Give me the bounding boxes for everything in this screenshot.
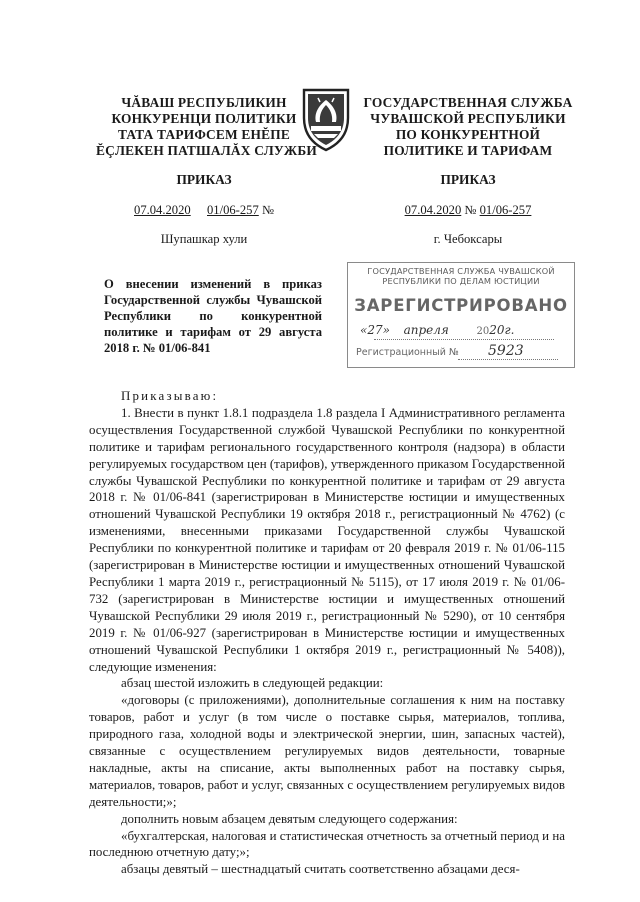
left-city: Шупашкар хули xyxy=(160,232,248,246)
right-order-label: ПРИКАЗ xyxy=(440,172,496,187)
stamp-reg-line xyxy=(458,359,558,360)
stamp-date-month: апреля xyxy=(403,323,449,337)
stamp-reg-label: Регистрационный № xyxy=(356,347,459,358)
right-header xyxy=(356,95,580,159)
right-number: 01/06-257 xyxy=(479,203,532,217)
document-subject: О внесении изменений в приказ Государственной службы Чувашской Республики по конкурентной политике и тарифам от 29 августа 2018 г. № 01/06-841 xyxy=(104,277,322,355)
right-header-line: ПО КОНКУРЕНТНОЙ xyxy=(395,127,541,142)
body-paragraph: абзац шестой изложить в следующей редакции: xyxy=(121,676,384,691)
stamp-date: «27» апреля 2020г. xyxy=(360,323,515,337)
left-number: 01/06-257 xyxy=(207,203,259,217)
stamp-year-suffix: 20 xyxy=(489,323,505,337)
stamp-date-line xyxy=(374,339,554,340)
left-date: 07.04.2020 xyxy=(134,203,191,217)
body-paragraph: «бухгалтерская, налоговая и статистическая отчетность за отчетный период и на последнюю отчетную дату;»; xyxy=(89,828,565,860)
right-header-line: ПОЛИТИКЕ И ТАРИФАМ xyxy=(383,143,553,158)
left-order-label: ПРИКАЗ xyxy=(176,172,232,187)
right-date: 07.04.2020 xyxy=(404,203,462,217)
stamp-line: РЕСПУБЛИКИ ПО ДЕЛАМ ЮСТИЦИИ xyxy=(382,276,540,286)
right-date-number xyxy=(356,203,580,218)
left-no-sign: № xyxy=(261,203,274,217)
document-body xyxy=(89,388,565,878)
stamp-reg-number: 5923 xyxy=(488,343,524,359)
body-opening: Приказываю: xyxy=(121,389,219,403)
left-date-number xyxy=(96,203,312,218)
left-header-line: КОНКУРЕНЦИ ПОЛИТИКИ xyxy=(111,111,297,126)
body-paragraph: дополнить новым абзацем девятым следующего содержания: xyxy=(121,811,458,826)
stamp-registered: ЗАРЕГИСТРИРОВАНО xyxy=(354,296,568,315)
left-header-line: ĔÇЛЕКЕН ПАТШАЛĂХ СЛУЖБИ xyxy=(96,143,318,158)
stamp-year-prefix: 20 xyxy=(476,326,490,337)
body-paragraph: «договоры (с приложениями), дополнительные соглашения к ним на поставку товаров, работ и услуг (в том числе о поставке сырья, материалов, топлива, природного газа, холодной воды и электрической энергии, шин, запасных частей), связанные с осуществлением регулируемых видов деятельности, товарные накладные, акты на списание, акты выполненных работ на поставку сырья, материалов, товаров, работ и услуг, связанных с осуществлением регулируемых видов деятельности;»; xyxy=(89,693,565,809)
right-no-sign: № xyxy=(464,203,477,217)
registration-stamp xyxy=(347,262,575,368)
right-header-line: ЧУВАШСКОЙ РЕСПУБЛИКИ xyxy=(370,111,566,126)
left-header-line: ЧĂВАШ РЕСПУБЛИКИН xyxy=(121,95,287,110)
body-paragraph: 1. Внести в пункт 1.8.1 подраздела 1.8 раздела I Административного регламента осуществления Государственной службой Чувашской Республики по конкурентной политике и тарифам регионального государственного контроля (надзора) в области регулируемых государством цен (тарифов), утвержденного приказом Государственной службы Чувашской Республики по конкурентной политике и тарифам от 29 августа 2018 г. № 01/06-841 (зарегистрирован в Министерстве юстиции и имущественных отношений Чувашской Республики 19 октября 2018 г., регистрационный № 4762) (с изменениями, внесенными приказами Государственной службы Чувашской Республики по конкурентной политике и тарифам от 20 февраля 2019 г. № 01/06-115 (зарегистрирован в Министерстве юстиции и имущественных отношений Чувашской Республики 1 марта 2019 г., регистрационный № 5115), от 17 июля 2019 г. № 01/06-732 (зарегистрирован в Министерстве юстиции и имущественных отношений Чувашской Республики 29 июля 2019 г., регистрационный № 5290), от 10 сентября 2019 г. № 01/06-927 (зарегистрирован в Министерстве юстиции и имущественных отношений Чувашской Республики 1 октября 2019 г., регистрационный № 5408)), следующие изменения: xyxy=(89,405,565,674)
coat-of-arms-icon xyxy=(294,84,358,154)
left-header-line: ТАТА ТАРИФСЕМ ЕНĔПЕ xyxy=(117,127,291,142)
right-city: г. Чебоксары xyxy=(433,232,503,246)
left-header xyxy=(96,95,318,159)
body-paragraph: абзацы девятый – шестнадцатый считать соответственно абзацами деся- xyxy=(121,862,520,877)
right-header-line: ГОСУДАРСТВЕННАЯ СЛУЖБА xyxy=(363,95,573,110)
stamp-date-day: 27 xyxy=(367,323,383,337)
stamp-line: ГОСУДАРСТВЕННАЯ СЛУЖБА ЧУВАШСКОЙ xyxy=(367,266,555,276)
